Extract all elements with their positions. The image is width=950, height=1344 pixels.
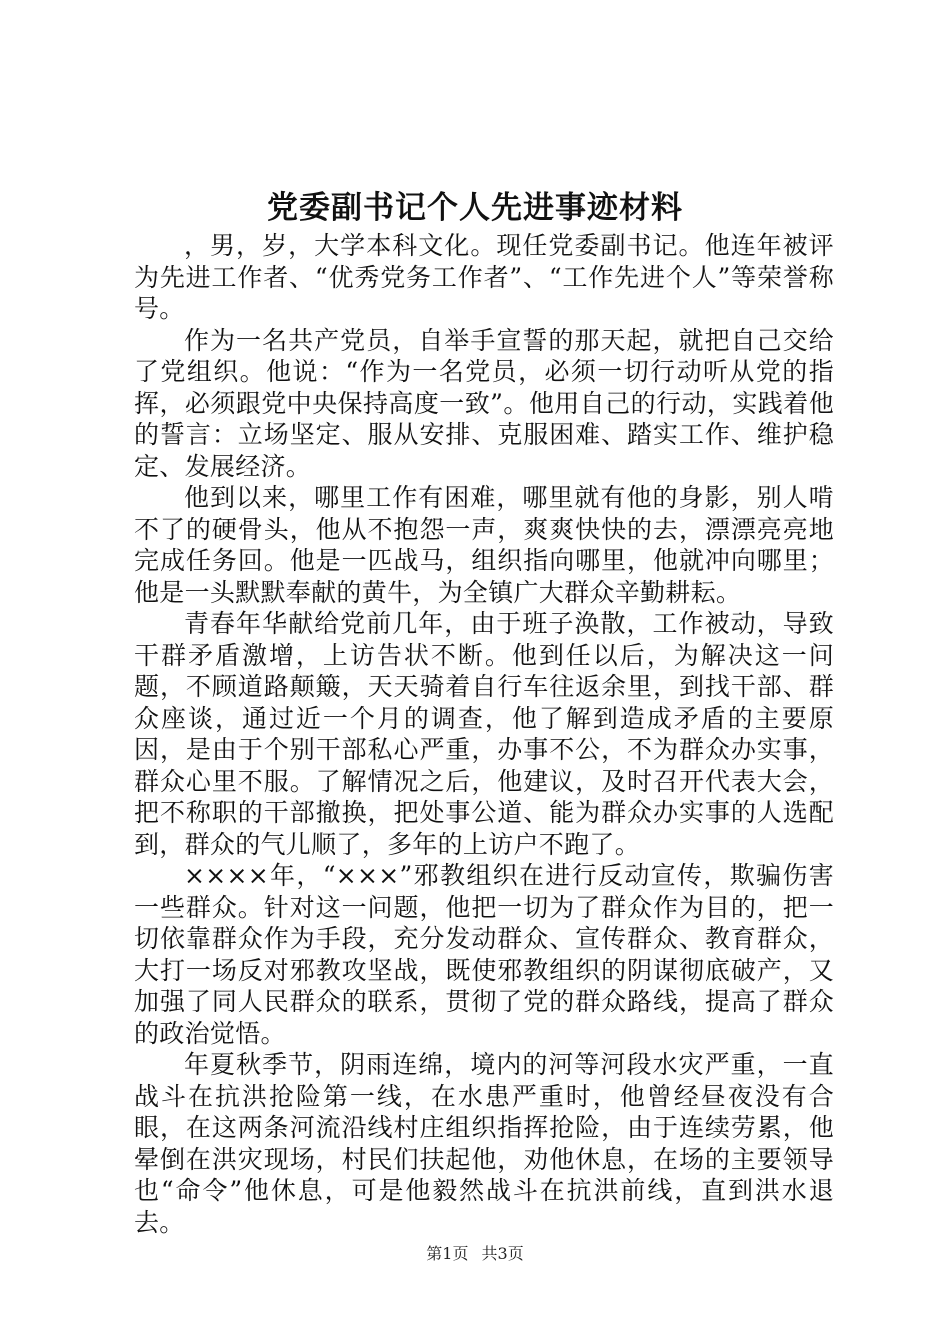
paragraph: ××××年，“×××”邪教组织在进行反动宣传，欺骗伤害一些群众。针对这一问题，他把一切为了群众作为目的，把一切依靠群众作为手段，充分发动群众、宣传群众、教育群众，大打一场反对邪教攻坚战，既使邪教组织的阴谋彻底破产，又加强了同人民群众的联系，贯彻了党的群众路线，提高了群众的政治觉悟。 [134, 861, 834, 1048]
document-title: 党委副书记个人先进事迹材料 [267, 190, 683, 226]
page-footer [0, 1242, 950, 1266]
page-total: 共3页 [481, 1244, 524, 1263]
page-number: 第1页 [426, 1244, 469, 1263]
paragraph: 作为一名共产党员，自举手宣誓的那天起，就把自己交给了党组织。他说：“作为一名党员，必须一切行动听从党的指挥，必须跟党中央保持高度一致”。他用自己的行动，实践着他的誓言：立场坚定、服从安排、克服困难、踏实工作、维护稳定、发展经济。 [134, 325, 834, 481]
document-body [134, 230, 834, 1238]
paragraph: 他到以来，哪里工作有困难，哪里就有他的身影，别人啃不了的硬骨头，他从不抱怨一声，爽爽快快的去，漂漂亮亮地完成任务回。他是一匹战马，组织指向哪里，他就冲向哪里；他是一头默默奉献的黄牛，为全镇广大群众辛勤耕耘。 [134, 483, 834, 607]
paragraph: 青春年华献给党前几年，由于班子涣散，工作被动，导致干群矛盾激增，上访告状不断。他到任以后，为解决这一问题，不顾道路颠簸，天天骑着自行车往返余里，到找干部、群众座谈，通过近一个月的调查，他了解到造成矛盾的主要原因，是由于个别干部私心严重，办事不公，不为群众办实事，群众心里不服。了解情况之后，他建议，及时召开代表大会，把不称职的干部撤换，把处事公道、能为群众办实事的人选配到，群众的气儿顺了，多年的上访户不跑了。 [134, 609, 834, 859]
paragraph: ，男，岁，大学本科文化。现任党委副书记。他连年被评为先进工作者、“优秀党务工作者”、“工作先进个人”等荣誉称号。 [134, 231, 834, 323]
paragraph: 年夏秋季节，阴雨连绵，境内的河等河段水灾严重，一直战斗在抗洪抢险第一线，在水患严重时，他曾经昼夜没有合眼，在这两条河流沿线村庄组织指挥抢险，由于连续劳累，他晕倒在洪灾现场，村民们扶起他，劝他休息，在场的主要领导也“命令”他休息，可是他毅然战斗在抗洪前线，直到洪水退去。 [134, 1050, 834, 1237]
